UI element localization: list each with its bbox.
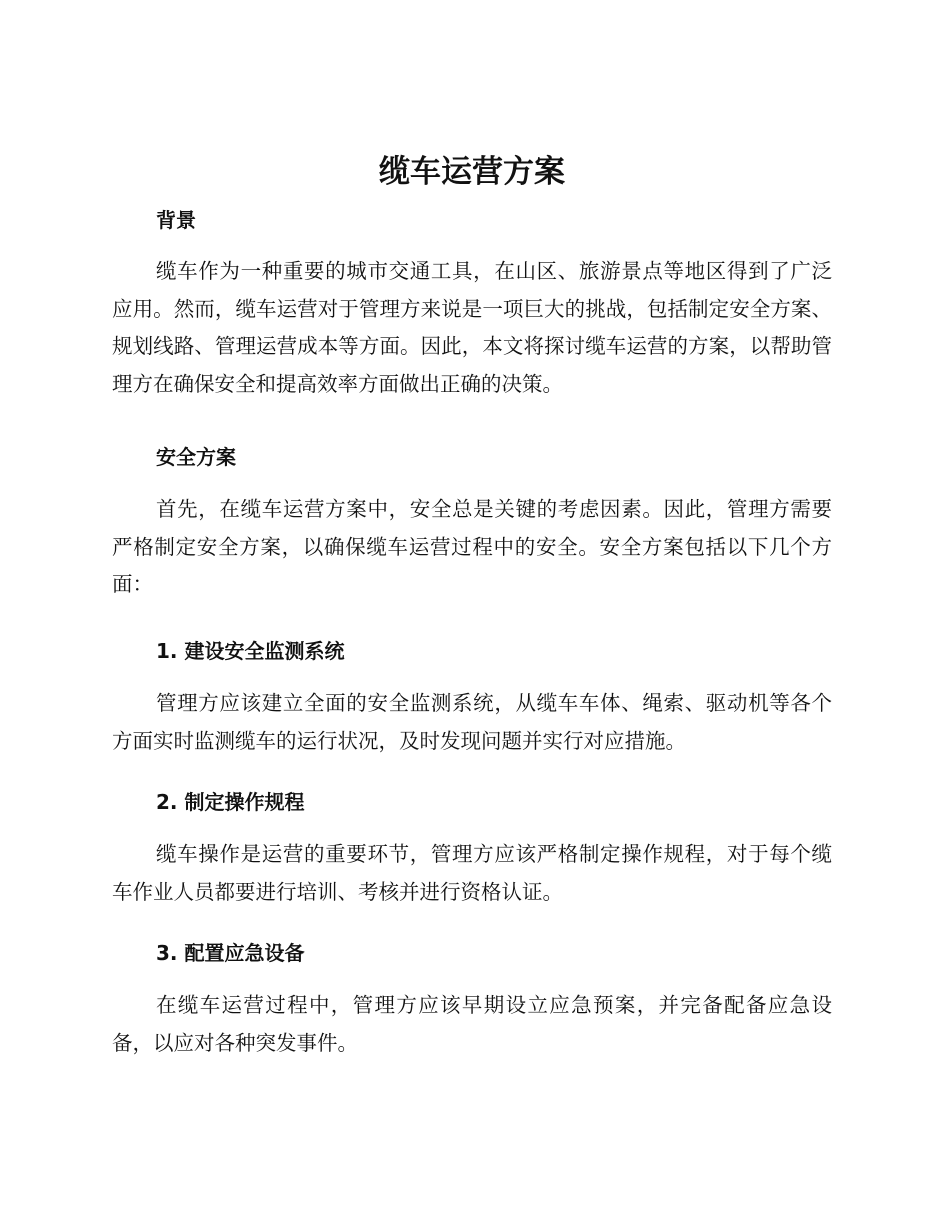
section-paragraph-safety-plan: 首先，在缆车运营方案中，安全总是关键的考虑因素。因此，管理方需要严格制定安全方案，以确保缆车运营过程中的安全。安全方案包括以下几个方面： xyxy=(112,497,832,596)
section-paragraph-background: 缆车作为一种重要的城市交通工具，在山区、旅游景点等地区得到了广泛应用。然而，缆车运营对于管理方来说是一项巨大的挑战，包括制定安全方案、规划线路、管理运营成本等方面。因此，本文将探讨缆车运营的方案，以帮助管理方在确保安全和提高效率方面做出正确的决策。 xyxy=(112,259,832,396)
section-paragraph-operating-procedures: 缆车操作是运营的重要环节，管理方应该严格制定操作规程，对于每个缆车作业人员都要进行培训、考核并进行资格认证。 xyxy=(112,842,832,904)
document-title: 缆车运营方案 xyxy=(379,154,565,190)
section-heading-background: 背景 xyxy=(156,208,196,232)
section-paragraph-monitoring-system: 管理方应该建立全面的安全监测系统，从缆车车体、绳索、驱动机等各个方面实时监测缆车的运行状况，及时发现问题并实行对应措施。 xyxy=(112,691,832,753)
section-paragraph-emergency-equipment: 在缆车运营过程中，管理方应该早期设立应急预案，并完备配备应急设备，以应对各种突发事件。 xyxy=(112,993,832,1055)
section-heading-operating-procedures: 2. 制定操作规程 xyxy=(156,790,305,814)
section-heading-monitoring-system: 1. 建设安全监测系统 xyxy=(156,639,345,663)
section-heading-emergency-equipment: 3. 配置应急设备 xyxy=(156,941,305,965)
section-heading-safety-plan: 安全方案 xyxy=(156,445,236,469)
